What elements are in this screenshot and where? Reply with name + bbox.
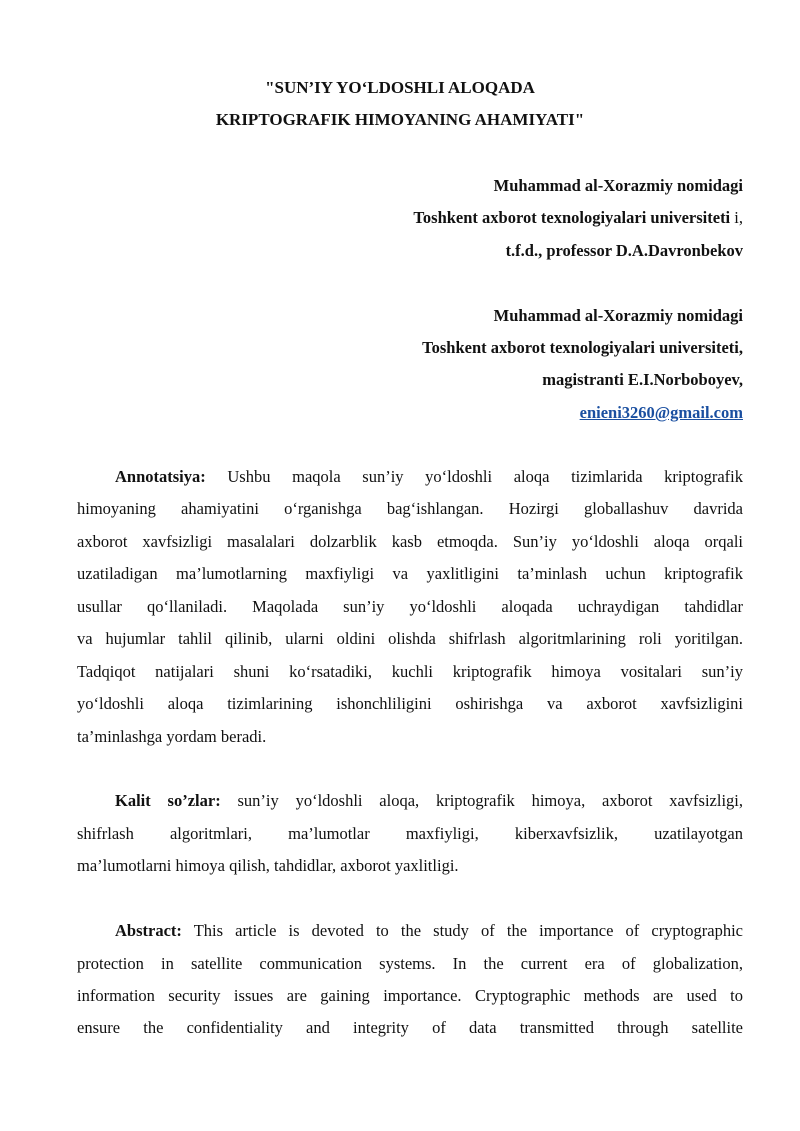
annotation-label: Annotatsiya: xyxy=(115,467,206,486)
abstract-line-1 xyxy=(115,921,743,941)
author1-university: Toshkent axborot texnologiyalari universiteti xyxy=(413,208,731,227)
author2-email-line xyxy=(580,403,743,423)
keywords-line-2: shifrlash algoritmlari, ma’lumotlar maxfiyligi, kiberxavfsizlik, uzatilayotgan xyxy=(77,824,743,843)
annotation-line-8: yo‘ldoshli aloqa tizimlarining ishonchliligini oshirishga va axborot xavfsizligini xyxy=(77,694,743,713)
abstract-line-2: protection in satellite communication systems. In the current era of globalization, xyxy=(77,954,743,973)
abstract-label: Abstract: xyxy=(115,921,182,940)
annotation-line-3: axborot xavfsizligi masalalari dolzarblik kasb etmoqda. Sun’iy yo‘ldoshli aloqa orqali xyxy=(77,532,743,551)
author1-affiliation-line-2 xyxy=(413,208,743,228)
annotation-line-9: ta’minlashga yordam beradi. xyxy=(77,727,267,746)
article-title-line-1: "SUN’IY YO‘LDOSHLI ALOQADA xyxy=(265,78,535,97)
keywords-line-3: ma’lumotlarni himoya qilish, tahdidlar, axborot yaxlitligi. xyxy=(77,856,459,875)
annotation-line-4: uzatiladigan ma’lumotlarning maxfiyligi va yaxlitligini ta’minlash uchun kriptografik xyxy=(77,564,743,583)
author1-affiliation-text: Muhammad al-Xorazmiy nomidagi xyxy=(493,176,743,195)
annotation-line-1 xyxy=(115,467,743,487)
author1-university-tail: i, xyxy=(730,208,743,227)
abstract-text: This article is devoted to the study of the importance of cryptographic xyxy=(181,921,743,940)
abstract-line-4: ensure the confidentiality and integrity of data transmitted through satellite xyxy=(77,1018,743,1037)
annotation-line-5: usullar qo‘llaniladi. Maqolada sun’iy yo‘ldoshli aloqada uchraydigan tahdidlar xyxy=(77,597,743,616)
author1-name: t.f.d., professor D.A.Davronbekov xyxy=(505,241,743,260)
author2-email-link[interactable]: enieni3260@gmail.com xyxy=(579,403,743,422)
author2-affiliation-text: Muhammad al-Xorazmiy nomidagi xyxy=(493,306,743,325)
keywords-line-1 xyxy=(115,791,743,811)
author2-name-line xyxy=(542,370,743,390)
article-title-line-2: KRIPTOGRAFIK HIMOYANING AHAMIYATI" xyxy=(215,110,585,129)
author2-name: magistranti E.I.Norboboyev, xyxy=(542,370,743,389)
keywords-label: Kalit so’zlar: xyxy=(115,791,221,810)
author2-affiliation-line-1 xyxy=(494,306,743,326)
author1-name-line xyxy=(506,241,743,261)
annotation-line-7: Tadqiqot natijalari shuni ko‘rsatadiki, kuchli kriptografik himoya vositalari sun’iy xyxy=(77,662,743,681)
annotation-text: Ushbu maqola sun’iy yo‘ldoshli aloqa tizimlarida kriptografik xyxy=(205,467,743,486)
annotation-line-2: himoyaning ahamiyatini o‘rganishga bag‘ishlangan. Hozirgi globallashuv davrida xyxy=(77,499,743,518)
abstract-line-3: information security issues are gaining importance. Cryptographic methods are used to xyxy=(77,986,743,1005)
keywords-text: sun’iy yo‘ldoshli aloqa, kriptografik himoya, axborot xavfsizligi, xyxy=(220,791,743,810)
author1-affiliation-line-1 xyxy=(494,176,743,196)
author2-university: Toshkent axborot texnologiyalari universiteti, xyxy=(422,338,743,357)
annotation-line-6: va hujumlar tahlil qilinib, ularni oldini olishda shifrlash algoritmlarining roli yoritilgan. xyxy=(77,629,743,648)
author2-affiliation-line-2 xyxy=(422,338,743,358)
